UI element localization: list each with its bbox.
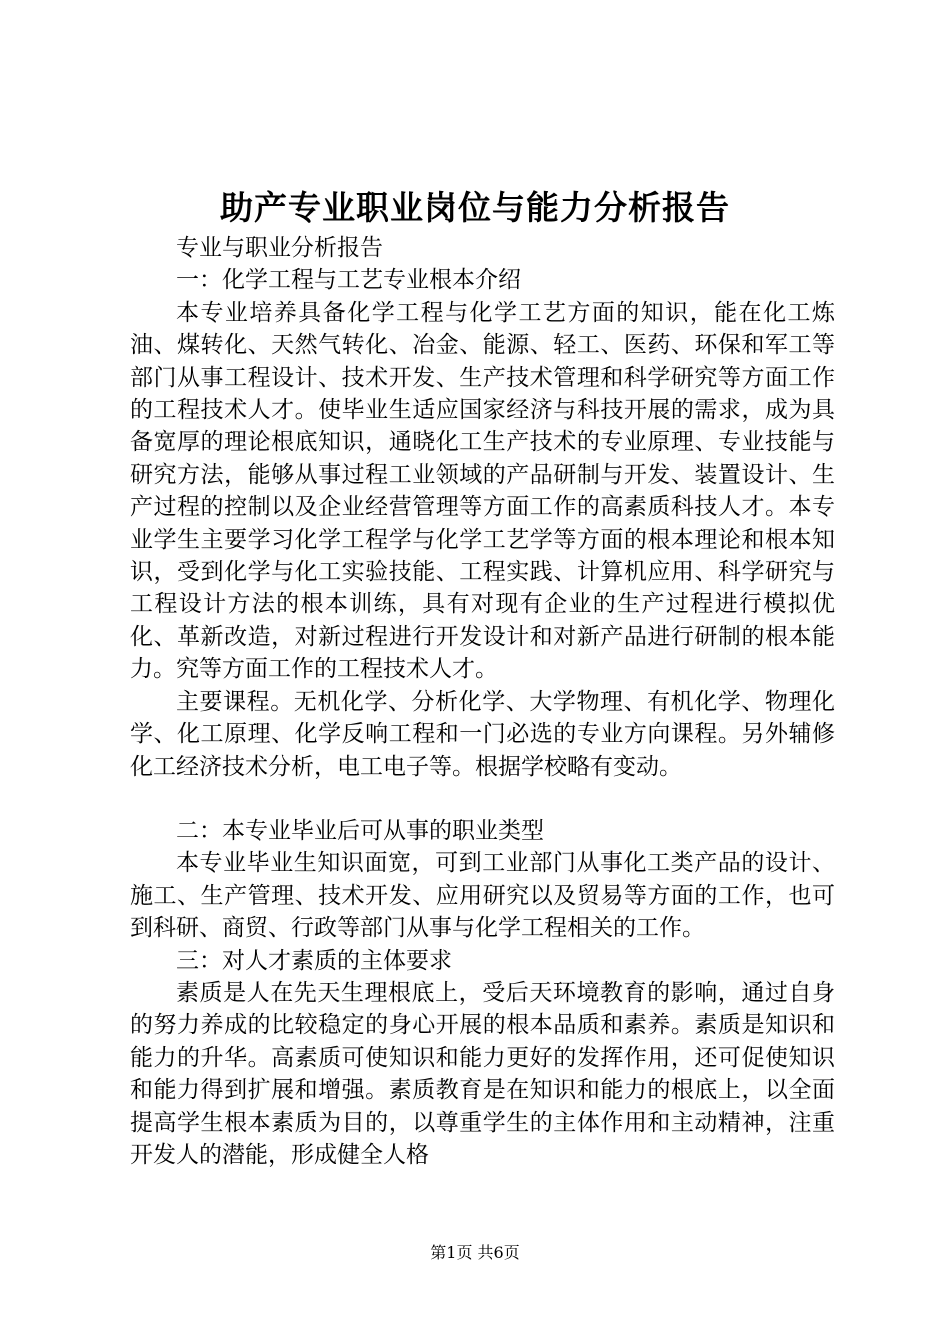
subtitle-paragraph: 专业与职业分析报告 xyxy=(176,235,383,261)
document-title: 助产专业职业岗位与能力分析报告 xyxy=(220,188,730,227)
body-paragraph: 本专业培养具备化学工程与化学工艺方面的知识，能在化工炼油、煤转化、天然气转化、冶金、能源、轻工、医药、环保和军工等部门从事工程设计、技术开发、生产技术管理和科学研究等方面工作的工程技术人才。使毕业生适应国家经济与科技开展的需求，成为具备宽厚的理论根底知识，通晓化工生产技术的专业原理、专业技能与研究方法，能够从事过程工业领域的产品研制与开发、装置设计、生产过程的控制以及企业经营管理等方面工作的高素质科技人才。本专业学生主要学习化学工程学与化学工艺学等方面的根本理论和根本知识，受到化学与化工实验技能、工程实践、计算机应用、科学研究与工程设计方法的根本训练，具有对现有企业的生产过程进行模拟优化、革新改造，对新过程进行开发设计和对新产品进行研制的根本能力。究等方面工作的工程技术人才。 xyxy=(130,299,835,683)
body-paragraph: 本专业毕业生知识面宽，可到工业部门从事化工类产品的设计、施工、生产管理、技术开发、应用研究以及贸易等方面的工作，也可到科研、商贸、行政等部门从事与化学工程相关的工作。 xyxy=(130,850,835,942)
document-body xyxy=(130,232,835,1171)
section-heading-2: 二：本专业毕业后可从事的职业类型 xyxy=(176,817,544,844)
body-paragraph: 主要课程。无机化学、分析化学、大学物理、有机化学、物理化学、化工原理、化学反响工程和一门必选的专业方向课程。另外辅修化工经济技术分析，电工电子等。根据学校略有变动。 xyxy=(130,688,835,780)
section-heading-3: 三：对人才素质的主体要求 xyxy=(176,947,452,974)
page-footer: 第1页 共6页 xyxy=(430,1243,520,1262)
paragraph-spacer xyxy=(130,783,835,815)
body-paragraph: 素质是人在先天生理根底上，受后天环境教育的影响，通过自身的努力养成的比较稳定的身心开展的根本品质和素养。素质是知识和能力的升华。高素质可使知识和能力更好的发挥作用，还可促使知识和能力得到扩展和增强。素质教育是在知识和能力的根底上，以全面提高学生根本素质为目的，以尊重学生的主体作用和主动精神，注重开发人的潜能，形成健全人格 xyxy=(130,979,835,1168)
section-heading-1: 一：化学工程与工艺专业根本介绍 xyxy=(176,267,521,294)
